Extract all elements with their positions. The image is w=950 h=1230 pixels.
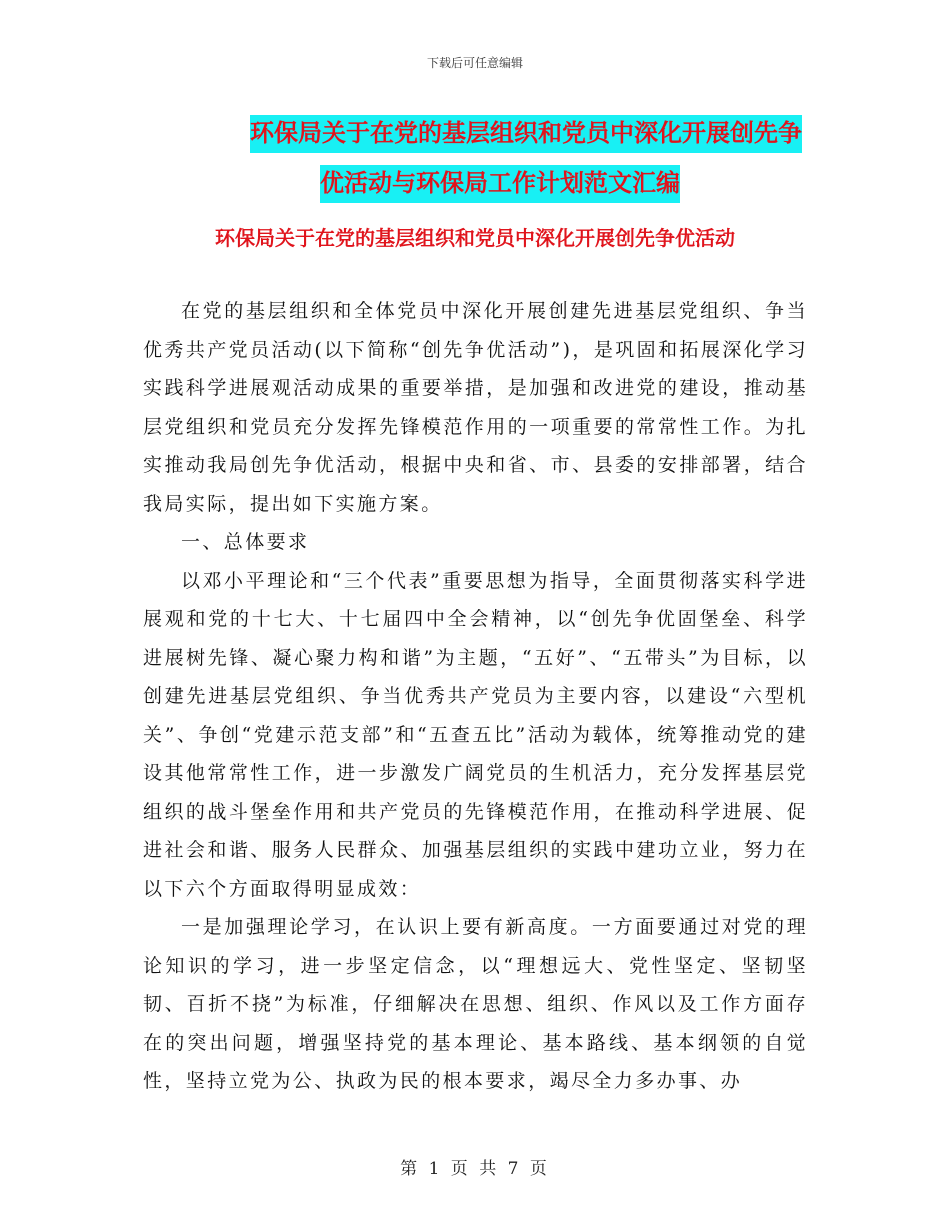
document-title-line-1: 环保局关于在党的基层组织和党员中深化开展创先争 (250, 115, 802, 153)
body-paragraph-intro: 在党的基层组织和全体党员中深化开展创建先进基层党组织、争当优秀共产党员活动(以下简称“创先争优活动”)，是巩固和拓展深化学习实践科学进展观活动成果的重要举措，是加强和改进党的建设，推动基层党组织和党员充分发挥先锋模范作用的一项重要的常常性工作。为扎实推动我局创先争优活动，根据中央和省、市、县委的安排部署，结合我局实际，提出如下实施方案。 (143, 300, 808, 515)
section-title: 环保局关于在党的基层组织和党员中深化开展创先争优活动 (215, 226, 735, 250)
page-header-note: 下载后可任意编辑 (426, 56, 523, 70)
document-title (160, 108, 840, 208)
body-paragraph-theory-study: 一是加强理论学习，在认识上要有新高度。一方面要通过对党的理论知识的学习，进一步坚定信念，以“理想远大、党性坚定、坚韧坚韧、百折不挠”为标准，仔细解决在思想、组织、作风以及工作方面存在的突出问题，增强坚持党的基本理论、基本路线、基本纲领的自觉性，坚持立党为公、执政为民的根本要求，竭尽全力多办事、办 (143, 916, 808, 1092)
document-title-line-2: 优活动与环保局工作计划范文汇编 (320, 165, 680, 203)
document-body (143, 292, 808, 1101)
body-heading-general-requirements: 一、总体要求 (181, 531, 310, 553)
body-paragraph-guidelines: 以邓小平理论和“三个代表”重要思想为指导，全面贯彻落实科学进展观和党的十七大、十七届四中全会精神，以“创先争优固堡垒、科学进展树先锋、凝心聚力构和谐”为主题，“五好”、“五带头”为目标，以创建先进基层党组织、争当优秀共产党员为主要内容，以建设“六型机关”、争创“党建示范支部”和“五查五比”活动为载体，统筹推动党的建设其他常常性工作，进一步激发广阔党员的生机活力，充分发挥基层党组织的战斗堡垒作用和共产党员的先锋模范作用，在推动科学进展、促进社会和谐、服务人民群众、加强基层组织的实践中建功立业，努力在以下六个方面取得明显成效： (143, 569, 808, 900)
page-number-footer: 第 1 页 共 7 页 (400, 1159, 550, 1179)
